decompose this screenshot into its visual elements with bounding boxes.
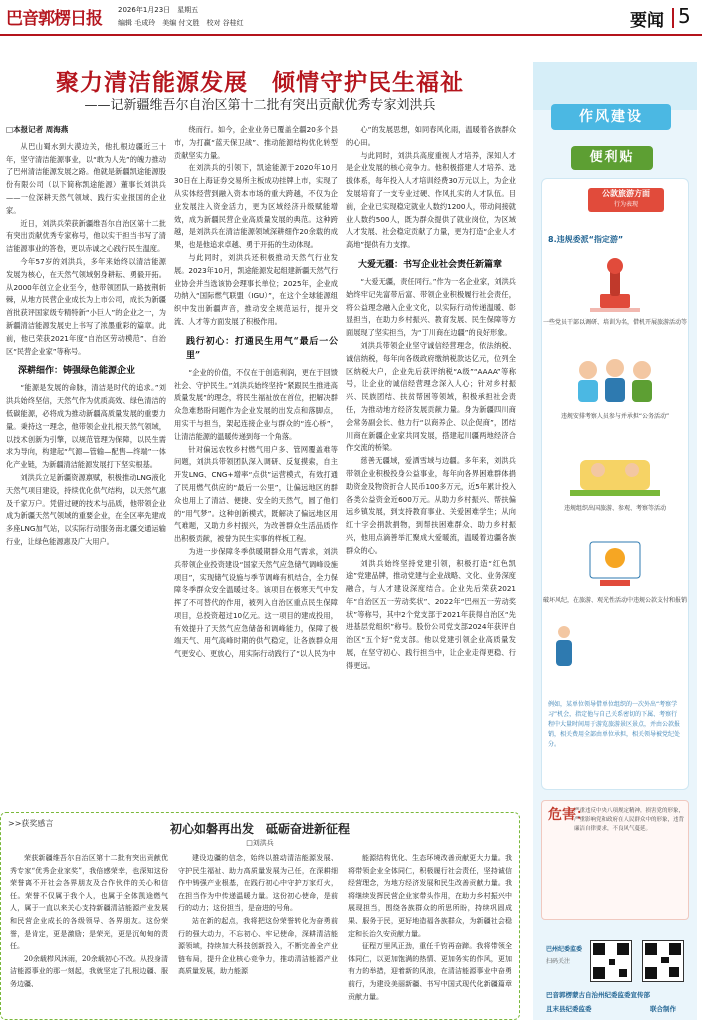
page-number: 5	[678, 4, 691, 28]
paragraph: “企业的价值，不仅在于创造利润，更在于回馈社会、守护民生。”刘洪兵始终坚持“紧跟民生推进高质量发展”的理念，将民生福祉放在首位，把解决群众急难愁盼问题作为企业发展的出发点和落脚点，用实干与担当，架起连接企业与群众的“连心桥”，让清洁能源的温暖传递到每一个角落。	[174, 367, 338, 441]
paragraph: 荣获新疆维吾尔自治区第十二批有突出贡献优秀专家“优秀企业家奖”，我倍感荣幸，也深知这份荣誉离不开社会各界朋友及合作伙伴的关心和信任。荣誉不仅属于我个人，也属于全体凯途燃气人，属于一直以来关心支持新疆清洁能源产业发展和民营企业成长的各级领导、各界朋友。这份荣誉，是肯定，更是激励；是荣光，更是沉甸甸的责任。	[10, 854, 168, 951]
paragraph: 20余载栉风沐雨，20余载初心不改。从投身清洁能源事业的那一刻起，我就坚定了扎根边疆、服务边疆、	[10, 954, 168, 988]
footer-joint: 联合制作	[650, 1005, 676, 1013]
payment-illustration	[560, 532, 670, 592]
article-column-1	[6, 124, 166, 806]
sidebar-subbanner: 便利贴	[571, 146, 653, 170]
article-column-3	[346, 124, 516, 806]
paragraph: 与此同时，刘洪兵还积极推动天然气行业发展。2023年10月，凯途能源发起组建新疆天然气行业协会并当选该协会理事长单位；2025年，企业成功纳入“国际燃气联盟（IGU）”，在这个全球能源组织中发出新疆声音，推动安全规范运行，提升交流、人才等方面发展了积极作用。	[174, 252, 338, 326]
byline: □本报记者 周海燕	[6, 125, 69, 134]
caption-2: 违规安排考察人员参与并承担“公务活动”	[560, 413, 670, 420]
category-main: 公款旅游方面	[602, 189, 650, 198]
stamp-illustration	[560, 256, 670, 316]
section-name: 要闻	[630, 11, 664, 31]
sidebar-banner: 作风建设	[551, 104, 671, 130]
date-text: 2026年1月23日	[118, 6, 171, 14]
box-byline: □刘洪兵	[246, 839, 274, 847]
harm-text: 严重违反中央八项规定精神，损害党的形象，严重影响党和政府在人民群众中的形象，违背廉洁自律要求，不良风气蔓延。	[574, 808, 685, 832]
caption-1: 一些党员干部以调研、培训为名，借机开展旅游活动等	[542, 319, 687, 326]
qr-code-icon	[590, 940, 632, 982]
paragraph: 建设边疆的信念，始终以推动清洁能源发展、守护民生福祉、助力高质量发展为己任，在深耕细作中铸强产业根基，在践行初心中守护万家灯火，在担当作为中传递温暖力量。这份初心使命，是前行的动力；这份担当，是奋进的号角。	[178, 854, 338, 913]
paragraph: 为进一步保障冬季供暖期群众用气需求，刘洪兵带领企业投资建设“国家天然气应急储气调峰设施项目”，实现储气设施与季节调峰有机结合，全力保障冬季群众安全温暖过冬。该项目在极寒天气中发挥了不可替代的作用，被列入自治区重点民生保障项目，总投资超过10亿元。这一项目的建成投用，有效提升了天然气应急储备和调峰能力，保障了极端天气、用气高峰时期的供气稳定，让各族群众用气更安心、更放心，用实际行动践行了“以人民为中	[174, 546, 338, 659]
qr-label-1: 巴州纪委监委	[546, 946, 583, 953]
paragraph: “能源是发展的命脉，清洁是时代的追求。”刘洪兵始终坚信，天然气作为优质高效、绿色清洁的低碳能源，必将成为推动新疆高质量发展的重要力量。秉持这一理念，他带领企业扎根天然气领域，以技术创新为引擎，以规范管理为保障，以民生需求为导向，构建起“气源—管输—配售—终端”一体化产业链，为新疆清洁能源发展打下坚实根基。	[6, 383, 166, 470]
weekday-text: 星期五	[177, 6, 199, 14]
footer-producer: 巴音郭楞蒙古自治州纪委监委宣传部	[546, 991, 650, 999]
box-column-3	[348, 852, 512, 1016]
sidebar-header-bg	[533, 62, 697, 110]
paragraph: 慈善无疆域，爱洒雪域与边疆。多年来，刘洪兵带领企业积极投身公益事业，每年向各界困难群体捐助资金及物资折合人民币100多万元，近5年累计投入各类公益资金近600万元。从助力乡村振兴、帮扶偏远乡镇发展，到支持教育事业、关爱困难学生；从向红十字会捐款捐物，到帮扶困难群众、助力乡村振兴，他用点滴善举汇聚成大爱暖流，温暖着边疆各族群众的心。	[346, 456, 516, 555]
item-title: 8.违规委派“指定游”	[548, 235, 624, 244]
paragraph: “大爱无疆，责任同行。”作为一名企业家，刘洪兵始终牢记先富带后富、带领企业积极履行社会责任，将公益理念融入企业文化，以实际行动传递温暖、彰显担当，在助力乡村振兴、教育发展、民生保障等方面展现了坚实担当，为“丁川商在边疆”的良好形象。	[346, 276, 516, 338]
paragraph: 能源结构优化、生态环境改善贡献更大力量。我将带领企业全体同仁，积极履行社会责任，坚持诚信经营理念，为地方经济发展和民生改善贡献力量。我将继续发挥民营企业家带头作用，在助力乡村振兴中展现担当，围绕各族群众的所思所盼，持续巩固成果、服务于民，更好地造福各族群众，为新疆社会稳定和长治久安贡献力量。	[348, 854, 512, 938]
paragraph: 刘洪兵立足新疆资源禀赋，积极推动LNG液化天然气项目建设，持续优化供气结构，以天然气惠及千家万户。凭借过硬的技术与品质，他带领企业成为新疆天然气领域的重要企业，在全区率先建成多座LNG加气站，以实际行动服务南北疆交通运输行业，让绿色能源惠及广大用户。	[6, 472, 166, 546]
paragraph: 针对偏远农牧乡村燃气用户多、管网覆盖难等问题，刘洪兵带领团队深入调研、反复摸索，自主开发LNG、CNG+增率“点供”运营模式，有效打通了民用燃气供应的“最后一公里”，让偏远地区的群众也用上了清洁、便捷、安全的天然气，圆了他们的“用气梦”。这种创新模式，既解决了偏远地区用气难题，又助力乡村振兴，为改善群众生活品质作出积极贡献，被誉为民生实事的样板工程。	[174, 444, 338, 544]
header-staff: 编辑 毛成玲 美编 付文胜 校对 谷桂红	[118, 19, 244, 27]
example-note: 例如，某单位领导借单位组织的一次外出“考察学习”机会，指定他与自己关系密切的下属、考察行程中大量时间用于游览旅游景区景点，并由公款报销，相关费用全部由单位承担，相关领导被党纪处分。	[548, 701, 681, 748]
page-divider	[672, 8, 674, 28]
paragraph: 今年57岁的刘洪兵，多年来始终以清洁能源发展为核心，在天然气领域躬身耕耘、勇毅开拓。从2000年创立企业至今，他带领团队一路披荆斩棘，从地方民营企业成长为上市公司，成长为新疆首批获评国家级专精特新“小巨人”的企业之一，为新疆清洁能源发展史上书写了浓墨重彩的篇章。此前，他已荣获2021年度“自治区劳动模范”、自治区“民营企业家”等称号。	[6, 256, 166, 356]
qr-code-icon	[642, 940, 684, 982]
box-column-1	[10, 852, 168, 1016]
header-rule	[0, 34, 702, 36]
box-column-2	[178, 852, 338, 1016]
category-sub: 行为表现	[613, 201, 638, 208]
caption-3: 违规组织出国旅游、参观、考察等活动	[563, 505, 666, 512]
paragraph: 心”的发展思想，如同春风化雨，温暖着各族群众的心田。	[346, 125, 516, 147]
section-heading: 践行初心：打通民生用气“最后一公里”	[186, 336, 338, 361]
person-icon	[552, 624, 576, 668]
paragraph: 在刘洪兵的引领下，凯途能源于2020年10月30日在上海证券交易所主板成功挂牌上市，实现了从实体经营到融入资本市场的重大跨越，不仅为企业发展注入资金活力，更为区域经济升级赋能增效，成为新疆民营企业高质量发展的典范。这种跨越，是刘洪兵在清洁能源领域深耕细作20余载的成果，也是他追求卓越、勇于开拓的生动体现。	[174, 163, 338, 250]
article-column-2	[174, 124, 338, 806]
article-subtitle: ——记新疆维吾尔自治区第十二批有突出贡献优秀专家刘洪兵	[84, 98, 436, 113]
masthead: 巴音郭楞日报	[6, 9, 102, 29]
section-heading: 深耕细作：铸强绿色能源企业	[18, 366, 136, 377]
paragraph: 刘洪兵带领企业坚守诚信经营理念，依法纳税、诚信纳税，每年向各级政府缴纳税款达亿元，位列全区纳税大户，企业先后获评纳税“A级”“AAAA”等称号，让企业的诚信经营理念深入人心；针对乡村振兴、民族团结、扶贫帮困等领域，积极承担社会责任，为推动地方经济发展贡献力量。身为新疆四川商会常务副会长、他力行“以商养企、以企促商”，团结川商在新疆企业家共同发展，搭建起川疆两地经济合作交流的桥梁。	[346, 340, 516, 453]
caption-4: 破坏风纪，在旅游、观光性活动中违规公款支付和报销	[542, 597, 687, 604]
qr-label-2: 扫码关注	[546, 958, 571, 965]
harm-heading: 危害：	[548, 807, 590, 823]
paragraph: 与此同时，刘洪兵高度重视人才培养，深知人才是企业发展的核心竞争力。他积极搭建人才培养、选拔体系，每年投入人才培训经费30万元以上，为企业发展培育了一支专业过硬、作风扎实的人才队伍。目前，企业已实现稳定就业人数约1200人，带动间接就业人数约500人，既为群众提供了就业岗位，为区域人才发展、社会稳定贡献了力量，更为打造“企业人才高地”提供有力支撑。	[346, 150, 516, 250]
box-title: 初心如磐再出发 砥砺奋进新征程	[169, 822, 350, 836]
paragraph: 绕而行。如今，企业业务已覆盖全疆20多个县市，为打赢“蓝天保卫战”、推动能源结构优化转型贡献坚实力量。	[174, 125, 338, 160]
paragraph: 刘洪兵始终坚持党建引领，积极打造“红色凯途”党建品牌，推动党建与企业战略、文化、业务深度融合，与人才建设深度结合。企业先后荣获2021年“自治区五一劳动奖状”、2022年“巴州五一劳动奖状”等称号，其中2个党支部于2021年获得自治区“先进基层党组织”称号。股份公司党支部2024年获评自治区“五个好”党支部。他以党建引领企业高质量发展，在坚守初心、践行担当中，让企业走得更稳、行得更远。	[346, 558, 516, 670]
article-title: 聚力清洁能源发展 倾情守护民生福祉	[56, 69, 464, 96]
paragraph: 站在新的起点，我将把这份荣誉转化为奋勇前行的强大动力，不忘初心、牢记使命，深耕清洁能源领域，持续加大科技创新投入，不断完善全产业链布局，提升企业核心竞争力，推动清洁能源产业高质量发展，助力能源	[178, 916, 338, 976]
footer-copartner: 且末县纪委监委	[546, 1005, 592, 1013]
group-illustration	[560, 348, 670, 408]
section-heading: 大爱无疆：书写企业社会责任新篇章	[358, 259, 503, 270]
category-tag	[588, 188, 664, 212]
travel-illustration	[560, 440, 670, 500]
paragraph: 征程万里风正劲，重任千钧再奋蹄。我将带领全体同仁，以更加饱满的热情、更加务实的作风，更加有力的举措，迎着新的风浪，在清洁能源事业中奋勇前行，为建设美丽新疆、书写中国式现代化新疆篇章贡献力量。	[348, 942, 512, 1001]
box-tag: >>获奖感言	[8, 819, 54, 828]
paragraph: 从巴山蜀水到大漠边关，他扎根边疆近三十年，坚守清洁能源事业，以“敢为人先”的魄力推动了巴州清洁能源发展之路。他就是新疆凯途能源股份有限公司（以下简称凯途能源）董事长刘洪兵——一位深耕天然气领域、践行实业报国的企业家。	[6, 141, 166, 215]
header-date	[118, 5, 198, 15]
paragraph: 近日，刘洪兵荣获新疆维吾尔自治区第十二批有突出贡献优秀专家称号，他以实干担当书写了清洁能源事业的答卷，更以赤诚之心践行民生温度。	[6, 218, 166, 254]
